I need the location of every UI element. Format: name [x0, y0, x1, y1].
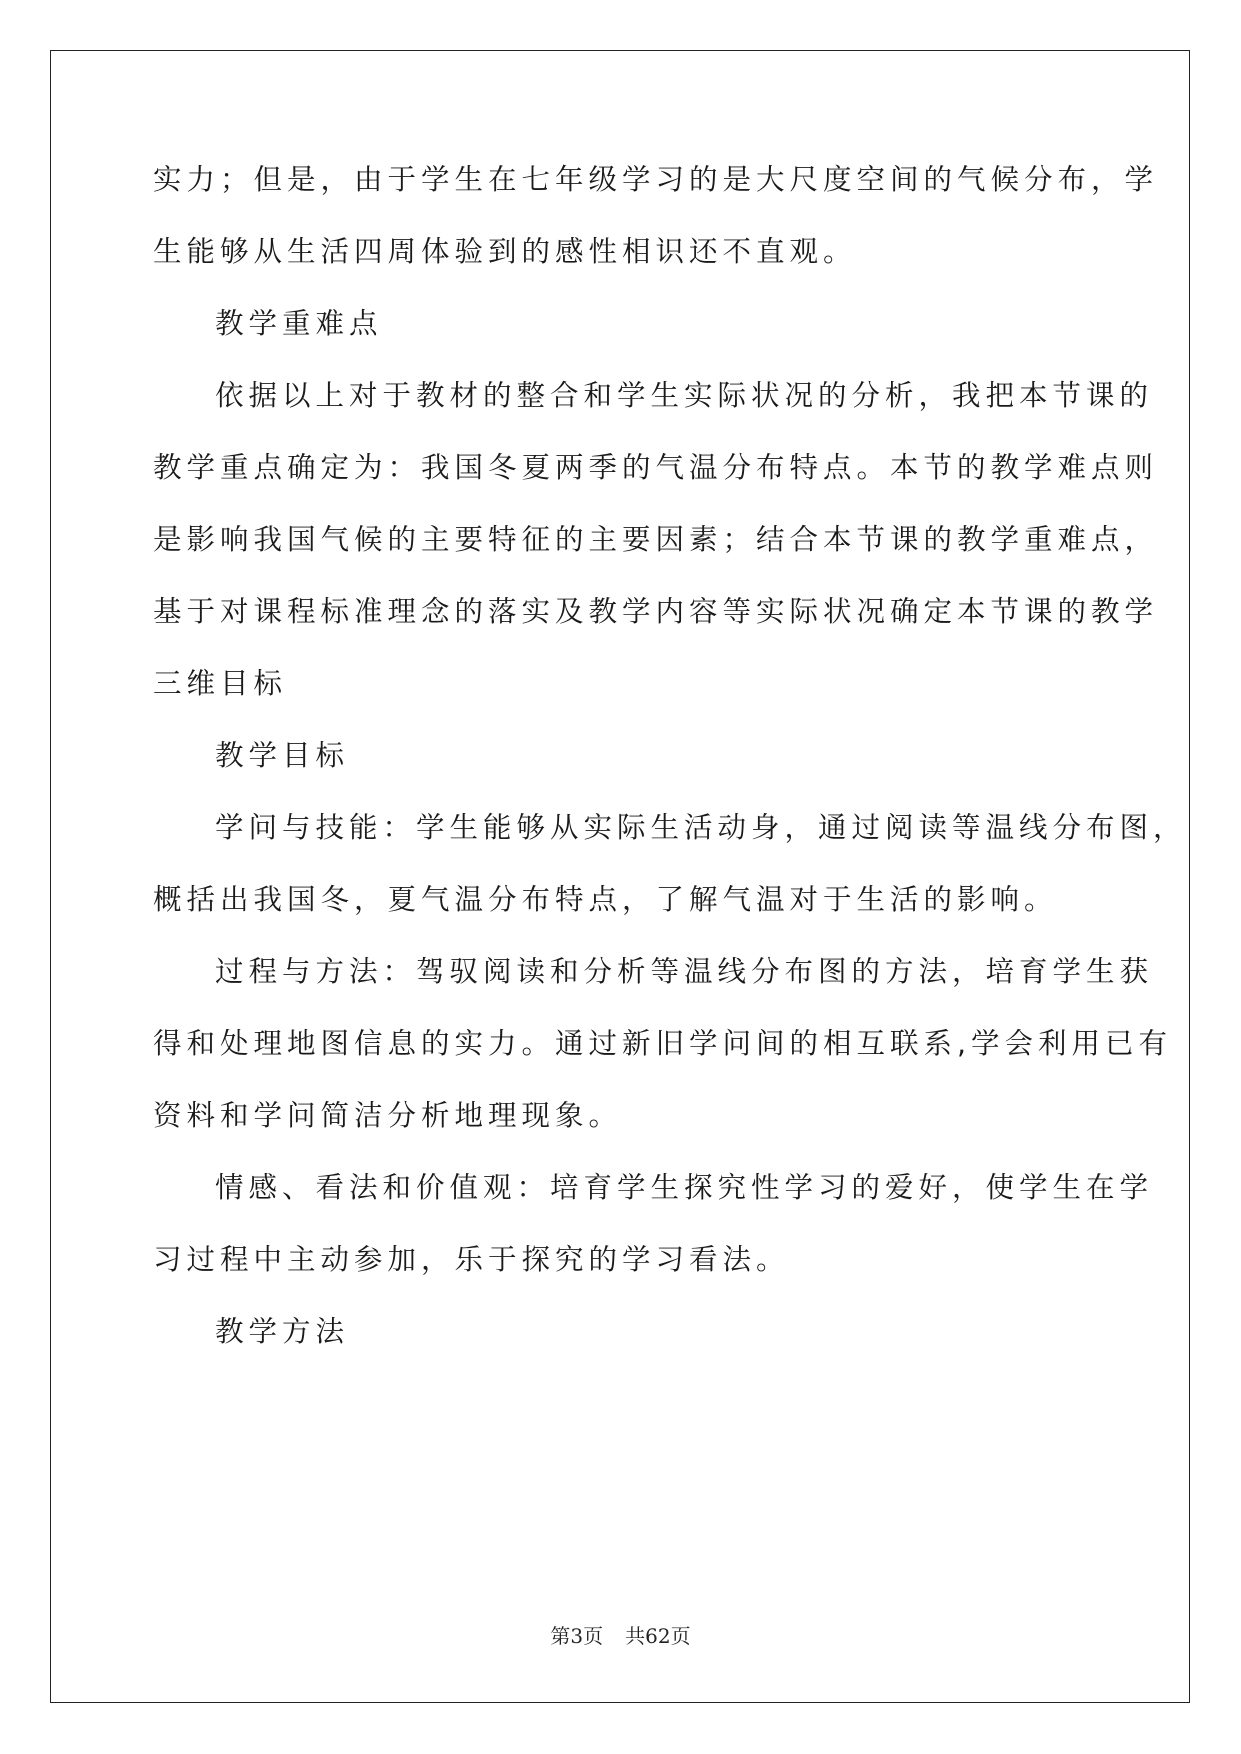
page-border: [50, 50, 1190, 1703]
text-line-11: 概括出我国冬，夏气温分布特点，了解气温对于生活的影响。: [153, 883, 1058, 916]
text-line-6: 是影响我国气候的主要特征的主要因素；结合本节课的教学重难点，: [153, 523, 1159, 556]
text-line-12: 过程与方法：驾驭阅读和分析等温线分布图的方法，培育学生获: [215, 955, 1154, 988]
page-total: 共62页: [625, 1624, 691, 1648]
text-line-1: 实力；但是，由于学生在七年级学习的是大尺度空间的气候分布，学: [153, 163, 1159, 196]
text-line-7: 基于对课程标准理念的落实及教学内容等实际状况确定本节课的教学: [153, 595, 1159, 628]
section-heading-objectives: 教学目标: [215, 739, 350, 772]
text-line-15: 情感、看法和价值观：培育学生探究性学习的爱好，使学生在学: [215, 1171, 1154, 1204]
section-heading-key-points: 教学重难点: [215, 307, 383, 340]
text-line-14: 资料和学问简洁分析地理现象。: [153, 1099, 623, 1132]
page-number: 第3页: [550, 1624, 604, 1648]
text-line-5: 教学重点确定为：我国冬夏两季的气温分布特点。本节的教学难点则: [153, 451, 1159, 484]
section-heading-methods: 教学方法: [215, 1315, 350, 1348]
text-line-4: 依据以上对于教材的整合和学生实际状况的分析，我把本节课的: [215, 379, 1154, 412]
text-line-2: 生能够从生活四周体验到的感性相识还不直观。: [153, 235, 857, 268]
text-line-13: 得和处理地图信息的实力。通过新旧学问间的相互联系,学会利用已有: [153, 1027, 1173, 1060]
text-line-16: 习过程中主动参加，乐于探究的学习看法。: [153, 1243, 790, 1276]
text-line-8: 三维目标: [153, 667, 288, 700]
page-footer: [0, 1620, 1241, 1649]
text-line-10: 学问与技能：学生能够从实际生活动身，通过阅读等温线分布图，: [215, 811, 1187, 844]
